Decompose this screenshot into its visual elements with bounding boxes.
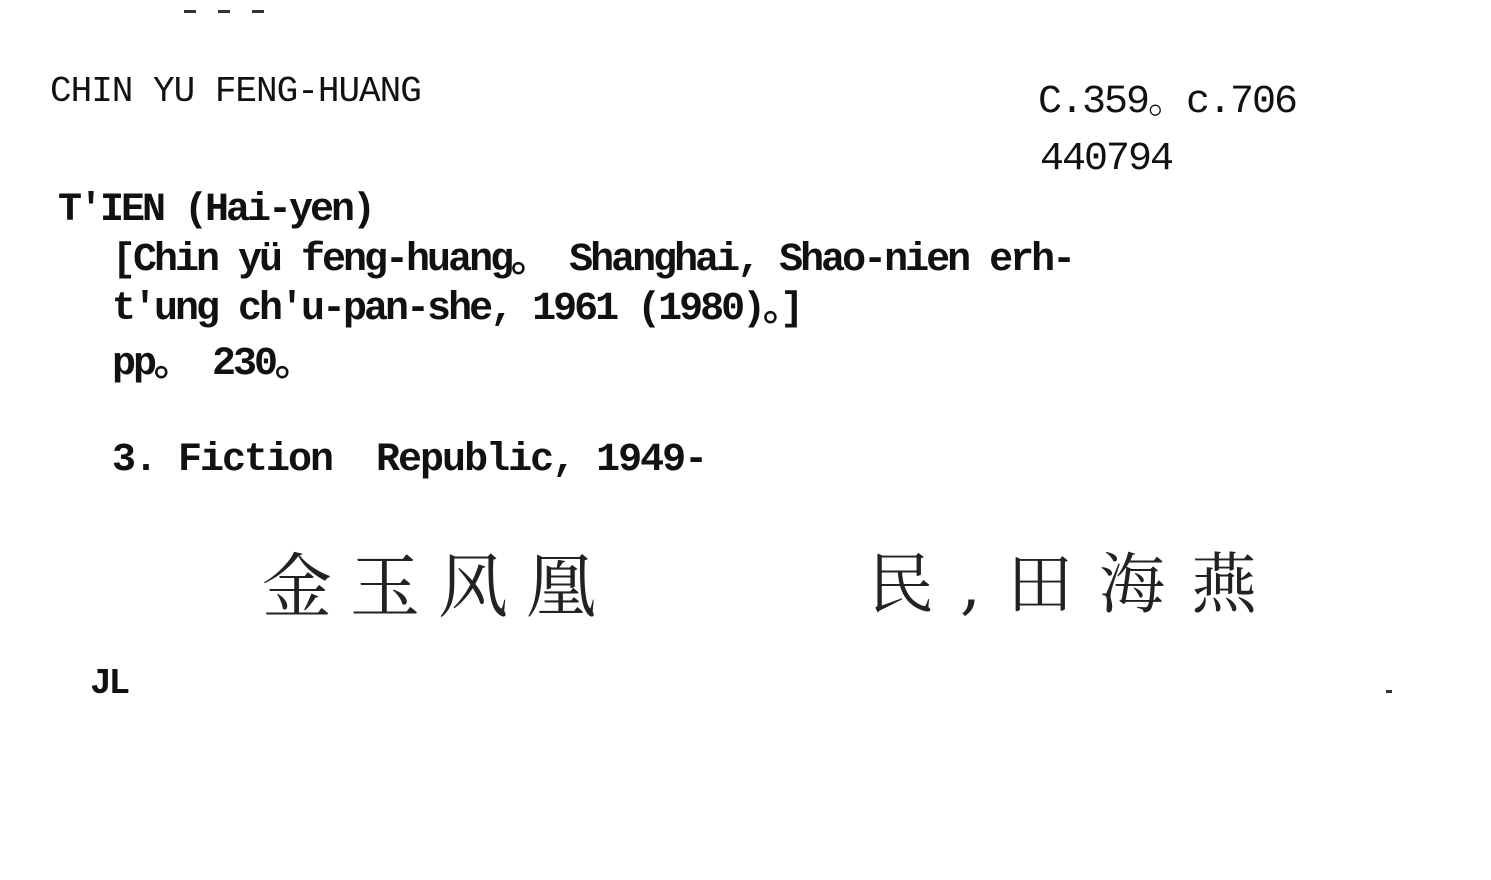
scan-speck: [252, 10, 264, 13]
handwritten-chinese-author: 民,田海燕: [868, 546, 1283, 623]
subject-heading: 3. Fiction Republic, 1949-: [112, 438, 707, 483]
pagination: pp。 230。: [112, 342, 313, 387]
author-entry: T'IEN (Hai-yen): [58, 188, 374, 233]
accession-number: 440794: [1040, 137, 1173, 182]
shelfmark: C.359。c.706: [1038, 80, 1297, 125]
imprint-line-2: t'ung ch'u-pan-she, 1961 (1980)。]: [112, 287, 802, 332]
card-heading: CHIN YU FENG-HUANG: [50, 71, 421, 112]
scan-speck: [1386, 690, 1392, 693]
scan-speck: [184, 10, 196, 13]
handwritten-chinese-title: 金玉风凰: [262, 546, 614, 628]
scan-speck: [218, 10, 230, 13]
imprint-line-1: [Chin yü feng-huang。 Shanghai, Shao-nien erh-: [112, 238, 1074, 283]
cataloguer-initials: JL: [90, 663, 128, 704]
